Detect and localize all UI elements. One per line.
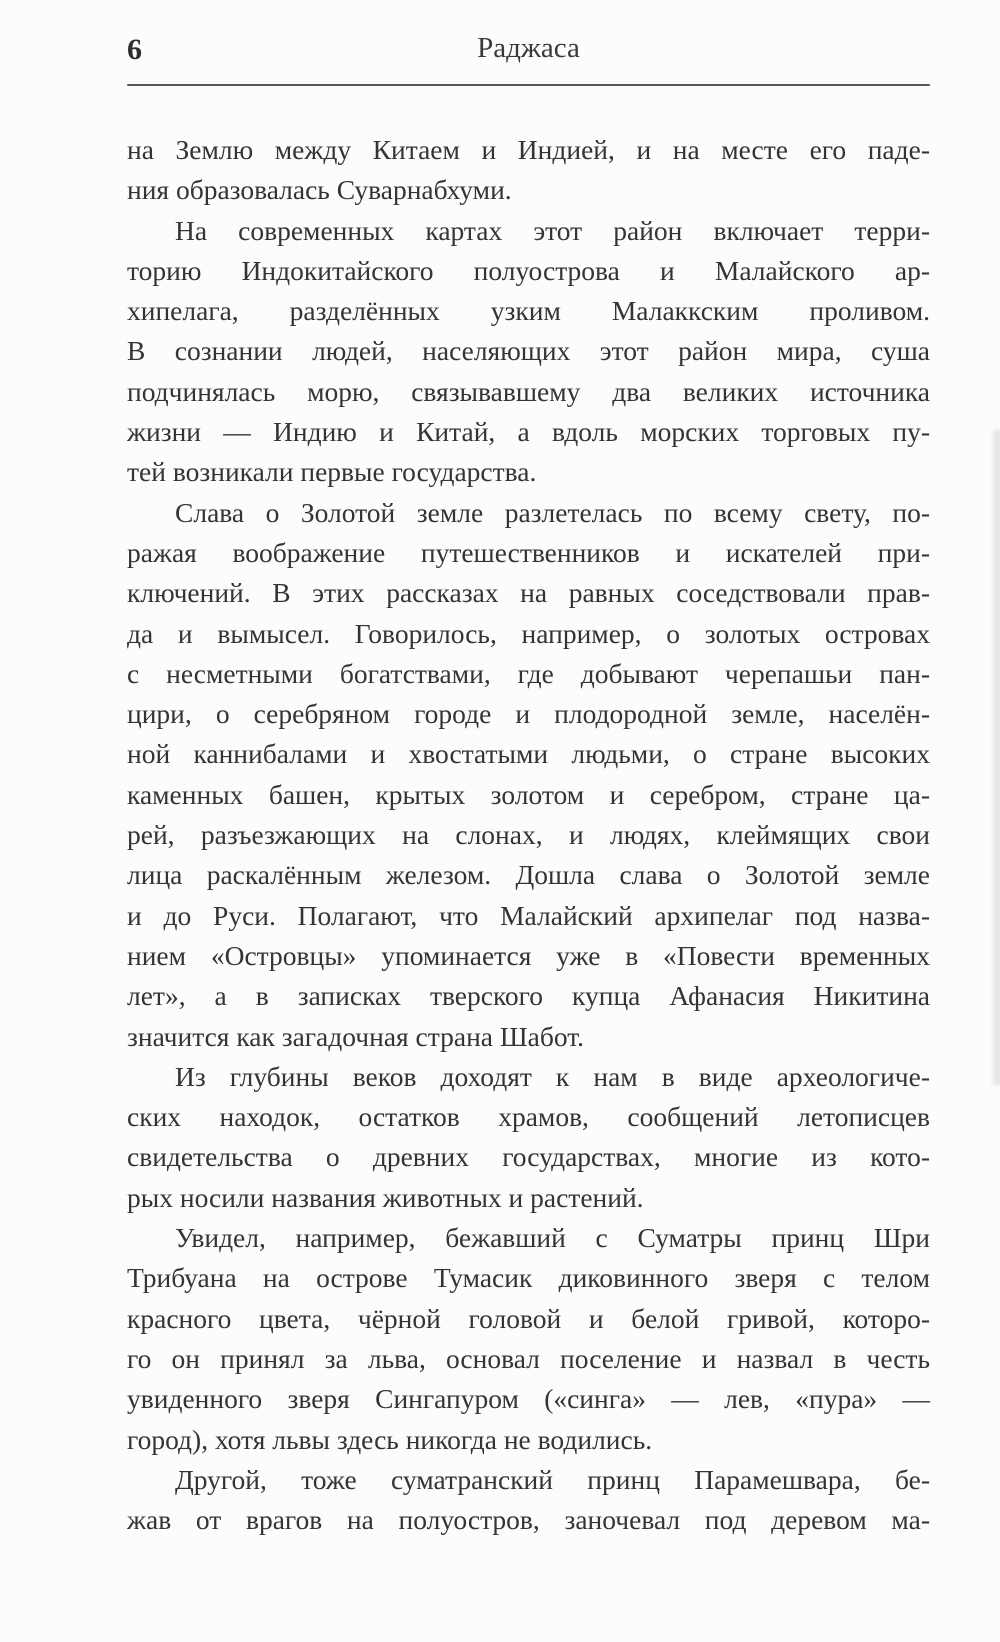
header-rule bbox=[127, 84, 930, 86]
text-line: лица раскалённым железом. Дошла слава о Золотой земле bbox=[127, 859, 930, 891]
text-line: Увидел, например, бежавший с Суматры принц Шри bbox=[175, 1222, 930, 1254]
text-line: Из глубины веков доходят к нам в виде археологиче- bbox=[175, 1060, 930, 1092]
body-text bbox=[127, 130, 930, 1540]
text-line: подчинялась морю, связывавшему два великих источника bbox=[127, 375, 930, 407]
text-line: каменных башен, крытых золотом и серебром, стране ца- bbox=[127, 778, 930, 810]
text-line: хипелага, разделённых узким Малаккским проливом. bbox=[127, 295, 930, 327]
text-line: жав от врагов на полуостров, заночевал под деревом ма- bbox=[127, 1504, 930, 1536]
page-number: 6 bbox=[127, 33, 143, 66]
text-line: ских находок, остатков храмов, сообщений летописцев bbox=[127, 1101, 930, 1133]
text-line: ной каннибалами и хвостатыми людьми, о стране высоких bbox=[127, 738, 930, 770]
page-header bbox=[127, 30, 930, 70]
text-line: значится как загадочная страна Шабот. bbox=[127, 1020, 585, 1052]
text-line: В сознании людей, населяющих этот район мира, суша bbox=[127, 335, 930, 367]
text-line: свидетельства о древних государствах, многие из кото- bbox=[127, 1141, 930, 1173]
text-line: ражая воображение путешественников и искателей при- bbox=[127, 536, 930, 568]
text-line: красного цвета, чёрной головой и белой гривой, которо- bbox=[127, 1302, 930, 1334]
text-line: лет», а в записках тверского купца Афанасия Никитина bbox=[127, 980, 930, 1012]
text-line: жизни — Индию и Китай, а вдоль морских торговых пу- bbox=[127, 416, 930, 448]
text-line: ния образовалась Суварнабхуми. bbox=[127, 174, 512, 206]
text-line: нием «Островцы» упоминается уже в «Повести временных bbox=[127, 939, 930, 971]
text-line: увиденного зверя Сингапуром («синга» — лев, «пура» — bbox=[127, 1383, 930, 1415]
text-line: го он принял за льва, основал поселение и назвал в честь bbox=[127, 1342, 930, 1374]
text-line: с несметными богатствами, где добывают черепашьи пан- bbox=[127, 657, 930, 689]
text-line: ключений. В этих рассказах на равных соседствовали прав- bbox=[127, 577, 930, 609]
text-line: тей возникали первые государства. bbox=[127, 456, 537, 488]
running-title: Раджаса bbox=[477, 32, 580, 64]
text-line: торию Индокитайского полуострова и Малайского ар- bbox=[127, 254, 930, 286]
text-line: Другой, тоже суматранский принц Парамешвара, бе- bbox=[175, 1463, 930, 1495]
text-line: На современных картах этот район включает терри- bbox=[175, 214, 930, 246]
text-line: цири, о серебряном городе и плодородной земле, населён- bbox=[127, 698, 930, 730]
text-line: рых носили названия животных и растений. bbox=[127, 1181, 644, 1213]
text-line: и до Руси. Полагают, что Малайский архипелаг под назва- bbox=[127, 899, 930, 931]
page-edge-shadow bbox=[990, 430, 1000, 1085]
text-line: Трибуана на острове Тумасик диковинного зверя с телом bbox=[127, 1262, 930, 1294]
text-line: город), хотя львы здесь никогда не водились. bbox=[127, 1423, 653, 1455]
text-line: рей, разъезжающих на слонах, и людях, клеймящих свои bbox=[127, 819, 930, 851]
text-line: Слава о Золотой земле разлетелась по всему свету, по- bbox=[175, 496, 930, 528]
text-line: да и вымысел. Говорилось, например, о золотых островах bbox=[127, 617, 930, 649]
text-line: на Землю между Китаем и Индией, и на месте его паде- bbox=[127, 134, 930, 165]
